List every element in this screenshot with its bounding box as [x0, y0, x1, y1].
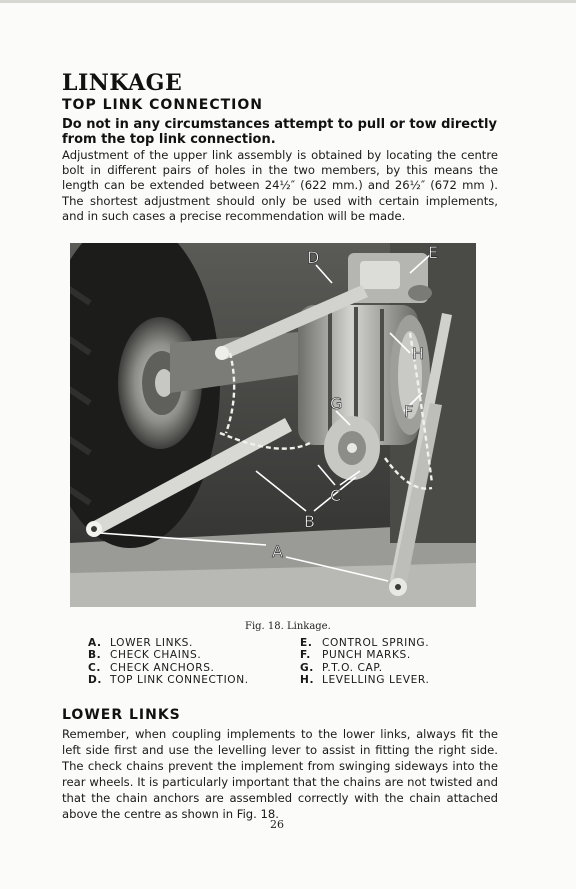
warning-text: Do not in any circumstances attempt to pull or tow directly from the top link connection.: [62, 117, 497, 147]
legend-label: TOP LINK CONNECTION.: [110, 673, 249, 686]
legend-key: F.: [300, 649, 311, 662]
figure-caption: Fig. 18. Linkage.: [245, 621, 331, 632]
legend-label: CHECK ANCHORS.: [110, 661, 215, 674]
paragraph-top-link: Adjustment of the upper link assembly is obtained by locating the centre bolt in different pairs of holes in the two members, by this means the length can be extended between 24½″ (622 mm.) and 26½″ (672 mm ). The shortest adjustment should only be used with certain implements, and in such cases a precise recommendation will be made.: [62, 148, 498, 223]
section-heading-lower-links: LOWER LINKS: [62, 707, 181, 723]
linkage-photo: [70, 243, 476, 607]
legend-item: [88, 637, 249, 649]
legend-label: CHECK CHAINS.: [110, 649, 202, 662]
top-edge-rule: [0, 0, 576, 3]
legend-column-left: [88, 637, 249, 686]
legend-key: G.: [300, 661, 314, 674]
legend-item: [88, 662, 249, 674]
legend-label: P.T.O. CAP.: [322, 661, 383, 674]
callout-d: D: [307, 248, 320, 267]
legend-key: C.: [88, 661, 101, 674]
legend-item: [300, 662, 429, 674]
legend-label: CONTROL SPRING.: [322, 637, 430, 649]
legend-key: H.: [300, 673, 315, 686]
callout-a: A: [272, 542, 283, 561]
callout-f: F: [404, 402, 414, 421]
legend-item: [88, 649, 249, 661]
legend-key: B.: [88, 649, 102, 662]
legend-label: LEVELLING LEVER.: [322, 673, 430, 686]
legend-key: D.: [88, 673, 103, 686]
legend-item: [300, 674, 429, 686]
legend-label: PUNCH MARKS.: [322, 649, 411, 662]
page-title: LINKAGE: [62, 70, 183, 96]
page-number: 26: [270, 818, 284, 831]
callout-g: G: [330, 394, 343, 413]
legend-item: [88, 674, 249, 686]
paragraph-lower-links: Remember, when coupling implements to the lower links, always fit the left side first and use the levelling lever to assist in fitting the right side. The check chains prevent the implement from swinging sideways into the rear wheels. It is particularly important that the chains are not twisted and that the chain anchors are assembled correctly with the chain attached above the centre as shown in Fig. 18.: [62, 727, 498, 821]
callout-b: B: [304, 512, 315, 531]
legend-label: LOWER LINKS.: [110, 637, 193, 649]
legend-key: A.: [88, 637, 102, 649]
legend-column-right: [300, 637, 429, 686]
legend-item: [300, 649, 429, 661]
linkage-illustration: [70, 243, 476, 607]
section-heading-top-link: TOP LINK CONNECTION: [62, 97, 263, 113]
legend-item: [300, 637, 429, 649]
callout-h: H: [412, 344, 425, 363]
legend-key: E.: [300, 637, 313, 649]
callout-e: E: [428, 243, 439, 262]
callout-c: C: [330, 486, 342, 505]
